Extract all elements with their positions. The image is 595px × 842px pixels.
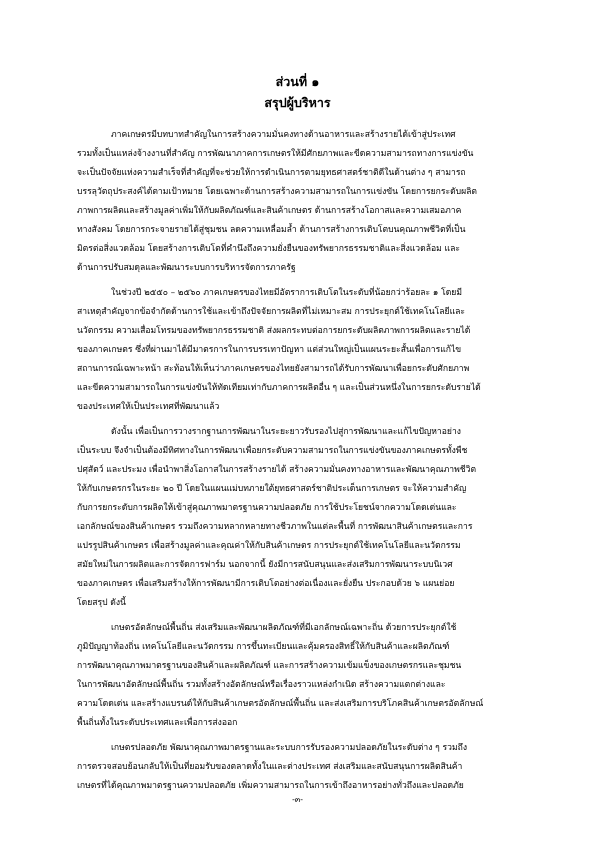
text-line: ปศุสัตว์ และประมง เพื่อนำพาสิ่งโอกาสในการสร้างรายได้ สร้างความมั่นคงทางอาหารและพัฒนาคุณภาพชีวิต xyxy=(77,465,477,475)
text-line: เกษตรที่ได้คุณภาพมาตรฐานความปลอดภัย เพิ่มความสามารถในการเข้าถึงอาหารอย่างทั่วถึงและปลอดภัย xyxy=(77,781,464,791)
text-line: แปรรูปสินค้าเกษตร เพื่อสร้างมูลค่าและคุณค่าให้กับสินค้าเกษตร การประยุกต์ใช้เทคโนโลยีและนวัตกรรม xyxy=(77,541,461,551)
paragraph-plan xyxy=(77,423,529,613)
text-line: การพัฒนาคุณภาพมาตรฐานของสินค้าและผลิตภัณฑ์ และการสร้างความเข้มแข็งของเกษตรกรและชุมชน xyxy=(77,661,462,671)
text-line: เป็นระบบ จึงจำเป็นต้องมีทิศทางในการพัฒนาเพื่อยกระดับความสามารถในการแข่งขันของภาคเกษตรทั้งพืช xyxy=(77,446,468,456)
text-line: โดยสรุป ดังนี้ xyxy=(77,598,126,608)
text-line: ความโดดเด่น และสร้างแบรนด์ให้กับสินค้าเกษตรอัตลักษณ์พื้นถิ่น และส่งเสริมการบริโภคสินค้าเกษตรอัตลักษณ์ xyxy=(77,699,484,709)
text-line: เอกลักษณ์ของสินค้าเกษตร รวมถึงความหลากหลายทางชีวภาพในแต่ละพื้นที่ การพัฒนาสินค้าเกษตรและการ xyxy=(77,522,473,532)
text-line: เกษตรอัตลักษณ์พื้นถิ่น ส่งเสริมและพัฒนาผลิตภัณฑ์ที่มีเอกลักษณ์เฉพาะถิ่น ด้วยการประยุกต์ใช้ xyxy=(111,623,457,633)
text-line: และขีดความสามารถในการแข่งขันให้ทัดเทียมเท่ากับภาคการผลิตอื่น ๆ และเป็นส่วนหนึ่งในการยกระดับรายได้ xyxy=(77,383,481,393)
text-line: กับการยกระดับการผลิตให้เข้าสู่คุณภาพมาตรฐานความปลอดภัย การใช้ประโยชน์จากความโดดเด่นและ xyxy=(77,503,457,513)
text-line: นวัตกรรม ความเสื่อมโทรมของทรัพยากรธรรมชาติ ส่งผลกระทบต่อการยกระดับผลิตภาพการผลิตและรายได้ xyxy=(77,326,471,336)
paragraph-growth xyxy=(77,284,529,417)
text-line: สมัยใหม่ในการผลิตและการจัดการฟาร์ม นอกจากนี้ ยังมีการสนับสนุนและส่งเสริมการพัฒนาระบบนิเวศ xyxy=(77,560,453,570)
text-line: สถานการณ์เฉพาะหน้า สะท้อนให้เห็นว่าภาคเกษตรของไทยยังสามารถได้รับการพัฒนาเพื่อยกระดับศักยภาพ xyxy=(77,364,470,374)
text-line: ในช่วงปี ๒๕๕๐ – ๒๕๖๐ ภาคเกษตรของไทยมีอัตราการเติบโตในระดับที่น้อยกว่าร้อยละ ๑ โดยมี xyxy=(111,288,462,298)
section-number-heading: ส่วนที่ ๑ xyxy=(275,74,320,89)
page-number: -๓- xyxy=(292,795,303,804)
text-line: ดังนั้น เพื่อเป็นการวางรากฐานการพัฒนาในระยะยาวรับรองไปสู่การพัฒนาและแก้ไขปัญหาอย่าง xyxy=(111,427,461,437)
text-line: จะเป็นปัจจัยแห่งความสำเร็จที่สำคัญที่จะช่วยให้การดำเนินการตามยุทธศาสตร์ชาติดีในด้านต่าง ๆ สามารถ xyxy=(77,168,466,178)
text-line: บรรลุวัตถุประสงค์ได้ตามเป้าหมาย โดยเฉพาะด้านการสร้างความสามารถในการแข่งขัน โดยการยกระดับผลิต xyxy=(77,187,478,197)
section-title-heading: สรุปผู้บริหาร xyxy=(264,95,331,110)
paragraph-safe-agriculture xyxy=(77,739,529,796)
text-line: รวมทั้งเป็นแหล่งจ้างงานที่สำคัญ การพัฒนาภาคการเกษตรให้มีศักยภาพและขีดความสามารถทางการแข่งขัน xyxy=(77,149,474,159)
text-line: ในการพัฒนาอัตลักษณ์พื้นถิ่น รวมทั้งสร้างอัตลักษณ์หรือเรื่องราวแหล่งกำเนิด สร้างความแตกต่างและ xyxy=(77,680,446,690)
paragraph-intro xyxy=(77,126,529,278)
text-line: ภูมิปัญญาท้องถิ่น เทคโนโลยีและนวัตกรรม การขึ้นทะเบียนและคุ้มครองสิทธิ์ให้กับสินค้าและผลิตภัณฑ์ xyxy=(77,642,450,652)
text-line: การตรวจสอบย้อนกลับให้เป็นที่ยอมรับของตลาดทั้งในและต่างประเทศ ส่งเสริมและสนับสนุนการผลิตสินค้า xyxy=(77,762,463,772)
text-line: เกษตรปลอดภัย พัฒนาคุณภาพมาตรฐานและระบบการรับรองความปลอดภัยในระดับต่าง ๆ รวมถึง xyxy=(111,743,468,753)
body-text xyxy=(77,126,529,802)
text-line: ให้กับเกษตรกรในระยะ ๒๐ ปี โดยในแผนแม่บทภายใต้ยุทธศาสตร์ชาติประเด็นการเกษตร จะให้ความสำคัญ xyxy=(77,484,467,494)
text-line: ของประเทศให้เป็นประเทศที่พัฒนาแล้ว xyxy=(77,402,220,412)
text-line: มิตรต่อสิ่งแวดล้อม โดยสร้างการเติบโตที่คำนึงถึงความยั่งยืนของทรัพยากรธรรมชาติและสิ่งแวดล้อม และ xyxy=(77,244,460,254)
text-line: ของภาคเกษตร เพื่อเสริมสร้างให้การพัฒนามีการเติบโตอย่างต่อเนื่องและยั่งยืน ประกอบด้วย ๖ แผนย่อย xyxy=(77,579,455,589)
text-line: สาเหตุสำคัญจากข้อจำกัดด้านการใช้และเข้าถึงปัจจัยการผลิตที่ไม่เหมาะสม การประยุกต์ใช้เทคโนโลยีและ xyxy=(77,307,466,317)
text-line: ทางสังคม โดยการกระจายรายได้สู่ชุมชน ลดความเหลื่อมล้ำ ด้านการสร้างการเติบโตบนคุณภาพชีวิตที่เป็น xyxy=(77,225,466,235)
text-line: ของภาคเกษตร ซึ่งที่ผ่านมาได้มีมาตรการในการบรรเทาปัญหา แต่ส่วนใหญ่เป็นแผนระยะสั้นเพื่อการแก้ไข xyxy=(77,345,462,355)
text-line: ภาคเกษตรมีบทบาทสำคัญในการสร้างความมั่นคงทางด้านอาหารและสร้างรายได้เข้าสู่ประเทศ xyxy=(111,130,456,140)
text-line: ภาพการผลิตและสร้างมูลค่าเพิ่มให้กับผลิตภัณฑ์และสินค้าเกษตร ด้านการสร้างโอกาสและความเสมอภาค xyxy=(77,206,462,216)
text-line: พื้นถิ่นทั้งในระดับประเทศและเพื่อการส่งออก xyxy=(77,718,238,728)
text-line: ด้านการปรับสมดุลและพัฒนาระบบการบริหารจัดการภาครัฐ xyxy=(77,263,296,273)
paragraph-local-identity xyxy=(77,619,529,733)
